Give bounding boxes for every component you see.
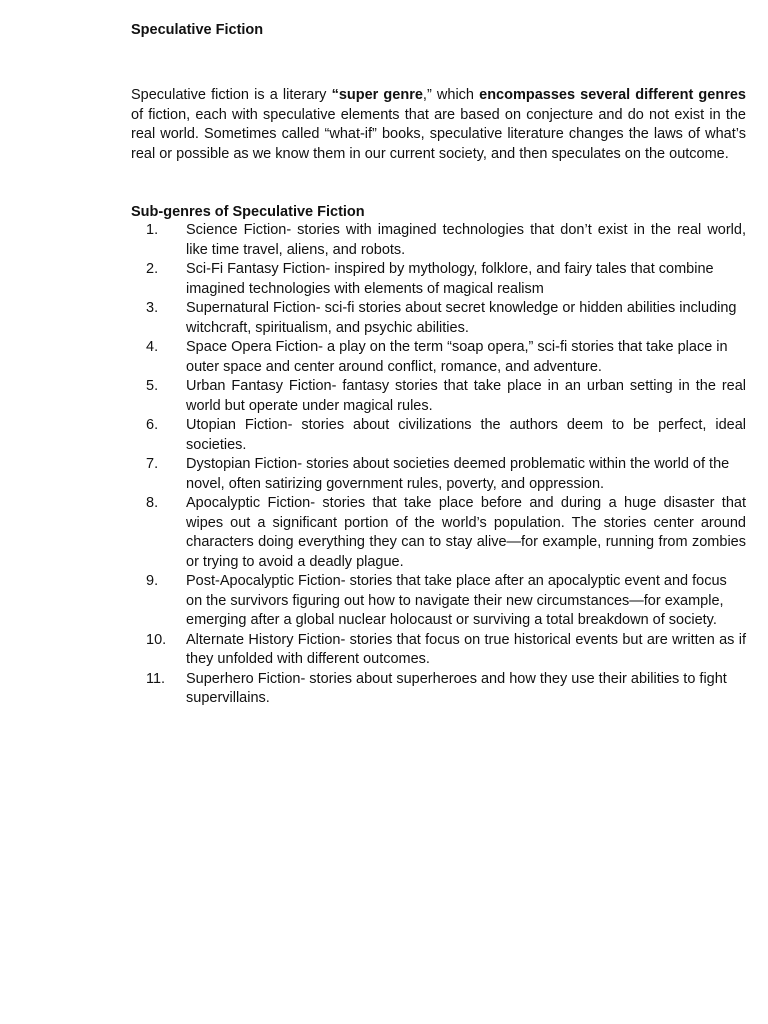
list-item <box>131 377 746 416</box>
list-item-text: Post-Apocalyptic Fiction- stories that take place after an apocalyptic event and focus on the survivors figuring out how to navigate their new circumstances—for example, emerging after a global nuclear holocaust or surviving a total breakdown of society. <box>186 573 727 628</box>
list-item-number: 9. <box>146 573 159 589</box>
list-item-number: 8. <box>146 495 159 511</box>
list-item-text: Supernatural Fiction- sci-fi stories about secret knowledge or hidden abilities including witchcraft, spiritualism, and psychic abilities. <box>186 300 737 336</box>
list-item-text: Utopian Fiction- stories about civilizations the authors deem to be perfect, ideal societies. <box>186 417 746 453</box>
intro-text-1: Speculative fiction is a literary <box>131 87 332 103</box>
list-item-text: Apocalyptic Fiction- stories that take place before and during a huge disaster that wipes out a significant portion of the world’s population. The stories center around characters doing everything they can to stay alive—for example, running from zombies or trying to avoid a deadly plague. <box>186 495 746 570</box>
list-item <box>131 455 746 494</box>
list-item <box>131 572 746 631</box>
list-item-text: Urban Fantasy Fiction- fantasy stories that take place in an urban setting in the real world but operate under magical rules. <box>186 378 746 414</box>
intro-paragraph <box>131 86 746 164</box>
document-title: Speculative Fiction <box>131 22 264 38</box>
subgenres-heading: Sub-genres of Speculative Fiction <box>131 204 365 220</box>
intro-text-2: ,” which <box>422 87 480 103</box>
list-item <box>131 670 746 709</box>
list-item-number: 4. <box>146 339 159 355</box>
list-item <box>131 221 746 260</box>
list-item-number: 5. <box>146 378 159 394</box>
list-item-text: Space Opera Fiction- a play on the term “soap opera,” sci-fi stories that take place in outer space and center around conflict, romance, and adventure. <box>186 339 728 375</box>
list-item-text: Sci-Fi Fantasy Fiction- inspired by mythology, folklore, and fairy tales that combine imagined technologies with elements of magical realism <box>186 261 714 297</box>
list-item-number: 7. <box>146 456 159 472</box>
list-item-number: 10. <box>146 631 167 648</box>
list-item-text: Science Fiction- stories with imagined technologies that don’t exist in the real world, like time travel, aliens, and robots. <box>186 222 746 258</box>
list-item-number: 1. <box>146 222 159 238</box>
list-item <box>131 416 746 455</box>
list-item-text: Alternate History Fiction- stories that focus on true historical events but are written as if they unfolded with different outcomes. <box>186 631 746 667</box>
list-item <box>131 494 746 572</box>
list-item <box>131 338 746 377</box>
list-item-number: 6. <box>146 417 159 433</box>
list-item-text: Superhero Fiction- stories about superheroes and how they use their abilities to fight supervillains. <box>186 670 727 706</box>
list-item <box>131 631 746 670</box>
list-item <box>131 260 746 299</box>
list-item <box>131 299 746 338</box>
intro-text-3: of fiction, each with speculative elements that are based on conjecture and do not exist in the real world. Sometimes called “what-if” books, speculative literature changes the laws of what’s real or possible as we know them in our current society, and then speculates on the outcome. <box>131 106 746 162</box>
list-item-number: 2. <box>146 261 159 277</box>
list-item-number: 3. <box>146 300 159 316</box>
intro-bold-encompasses: encompasses several different genres <box>479 87 746 103</box>
subgenre-list <box>131 221 746 709</box>
list-item-number: 11. <box>146 670 166 687</box>
list-item-text: Dystopian Fiction- stories about societies deemed problematic within the world of the novel, often satirizing government rules, poverty, and oppression. <box>186 456 730 492</box>
intro-bold-super-genre: “super genre <box>331 87 423 103</box>
